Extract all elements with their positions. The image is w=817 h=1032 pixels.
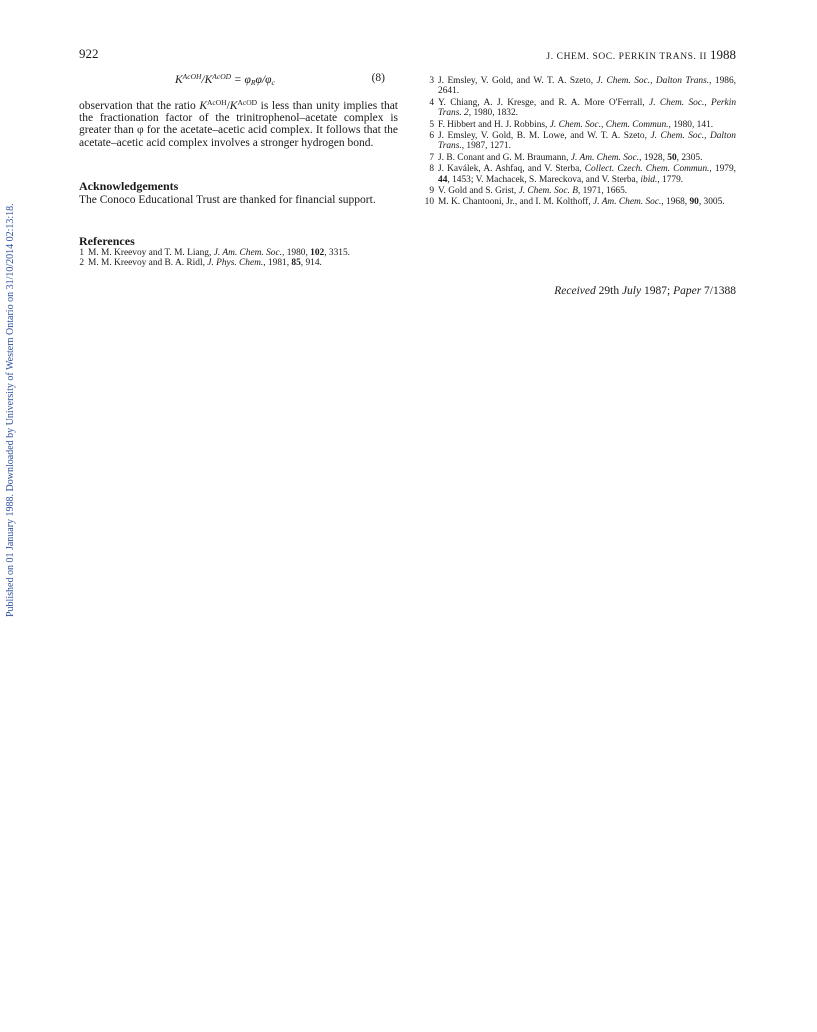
- reference-item: 1 M. M. Kreevoy and T. M. Liang, J. Am. Chem. Soc., 1980, 102, 3315.: [79, 248, 350, 259]
- references-heading: References: [79, 234, 135, 249]
- reference-item: 7 J. B. Conant and G. M. Braumann, J. Am. Chem. Soc., 1928, 50, 2305.: [429, 152, 703, 163]
- reference-item: 8 J. Kaválek, A. Ashfaq, and V. Sterba, Collect. Czech. Chem. Commun., 1979, 44, 1453; V. Machacek, S. Mareckova, and V. Sterba, ibid., 1779.: [429, 164, 736, 185]
- reference-item: 4 Y. Chiang, A. J. Kresge, and R. A. More O'Ferrall, J. Chem. Soc., Perkin Trans. 2, 1980, 1832.: [429, 97, 737, 119]
- acknowledgements-text: The Conoco Educational Trust are thanked for financial support.: [79, 193, 376, 206]
- equation-expression: $K^{AcOH}/K^{AcOD} = \varphi_R\varphi/\varphi_c$: [175, 72, 275, 87]
- right-column: [420, 76, 736, 209]
- reference-item: 9 V. Gold and S. Grist, J. Chem. Soc. B, 1971, 1665.: [429, 186, 628, 197]
- page-number: 922: [79, 46, 99, 61]
- acknowledgements-heading: Acknowledgements: [79, 178, 179, 193]
- reference-item: 6 J. Emsley, V. Gold, B. M. Lowe, and W. T. A. Szeto, J. Chem. Soc., Dalton Trans., 1987, 1271.: [429, 131, 736, 152]
- equation-number: (8): [371, 72, 385, 84]
- reference-list-left: [79, 248, 398, 269]
- reference-item: 10 M. K. Chantooni, Jr., and I. M. Kolthoff, J. Am. Chem. Soc., 1968, 90, 3005.: [424, 197, 725, 208]
- reference-item: 5 F. Hibbert and H. J. Robbins, J. Chem. Soc., Chem. Commun., 1980, 141.: [429, 119, 714, 130]
- journal-year: 1988: [710, 47, 736, 62]
- reference-item: 3 J. Emsley, V. Gold, and W. T. A. Szeto, J. Chem. Soc., Dalton Trans., 1986, 2641.: [429, 76, 737, 97]
- reference-list-right: [420, 76, 736, 208]
- journal-name: J. CHEM. SOC. PERKIN TRANS. II: [546, 52, 708, 62]
- reference-item: 2 M. M. Kreevoy and B. A. Ridl, J. Phys. Chem., 1981, 85, 914.: [79, 258, 322, 269]
- download-watermark: Published on 01 January 1988. Downloaded by University of Western Ontario on 31/10/2014 02:13:18.: [5, 203, 16, 617]
- running-head: [546, 47, 736, 63]
- body-paragraph: observation that the ratio $K^{AcOH}/K^{AcOD}$ is less than unity implies that the fractionation factor of the trinitrophenol–acetate complex is greater than φ for the acetate–acetic acid complex. It follows that the acetate–acetic acid complex involves a stronger hydrogen bond.: [79, 98, 398, 149]
- received-line: Received 29th July 1987; Paper 7/1388: [554, 285, 736, 297]
- equation-8: [79, 72, 398, 92]
- left-column: [79, 72, 398, 269]
